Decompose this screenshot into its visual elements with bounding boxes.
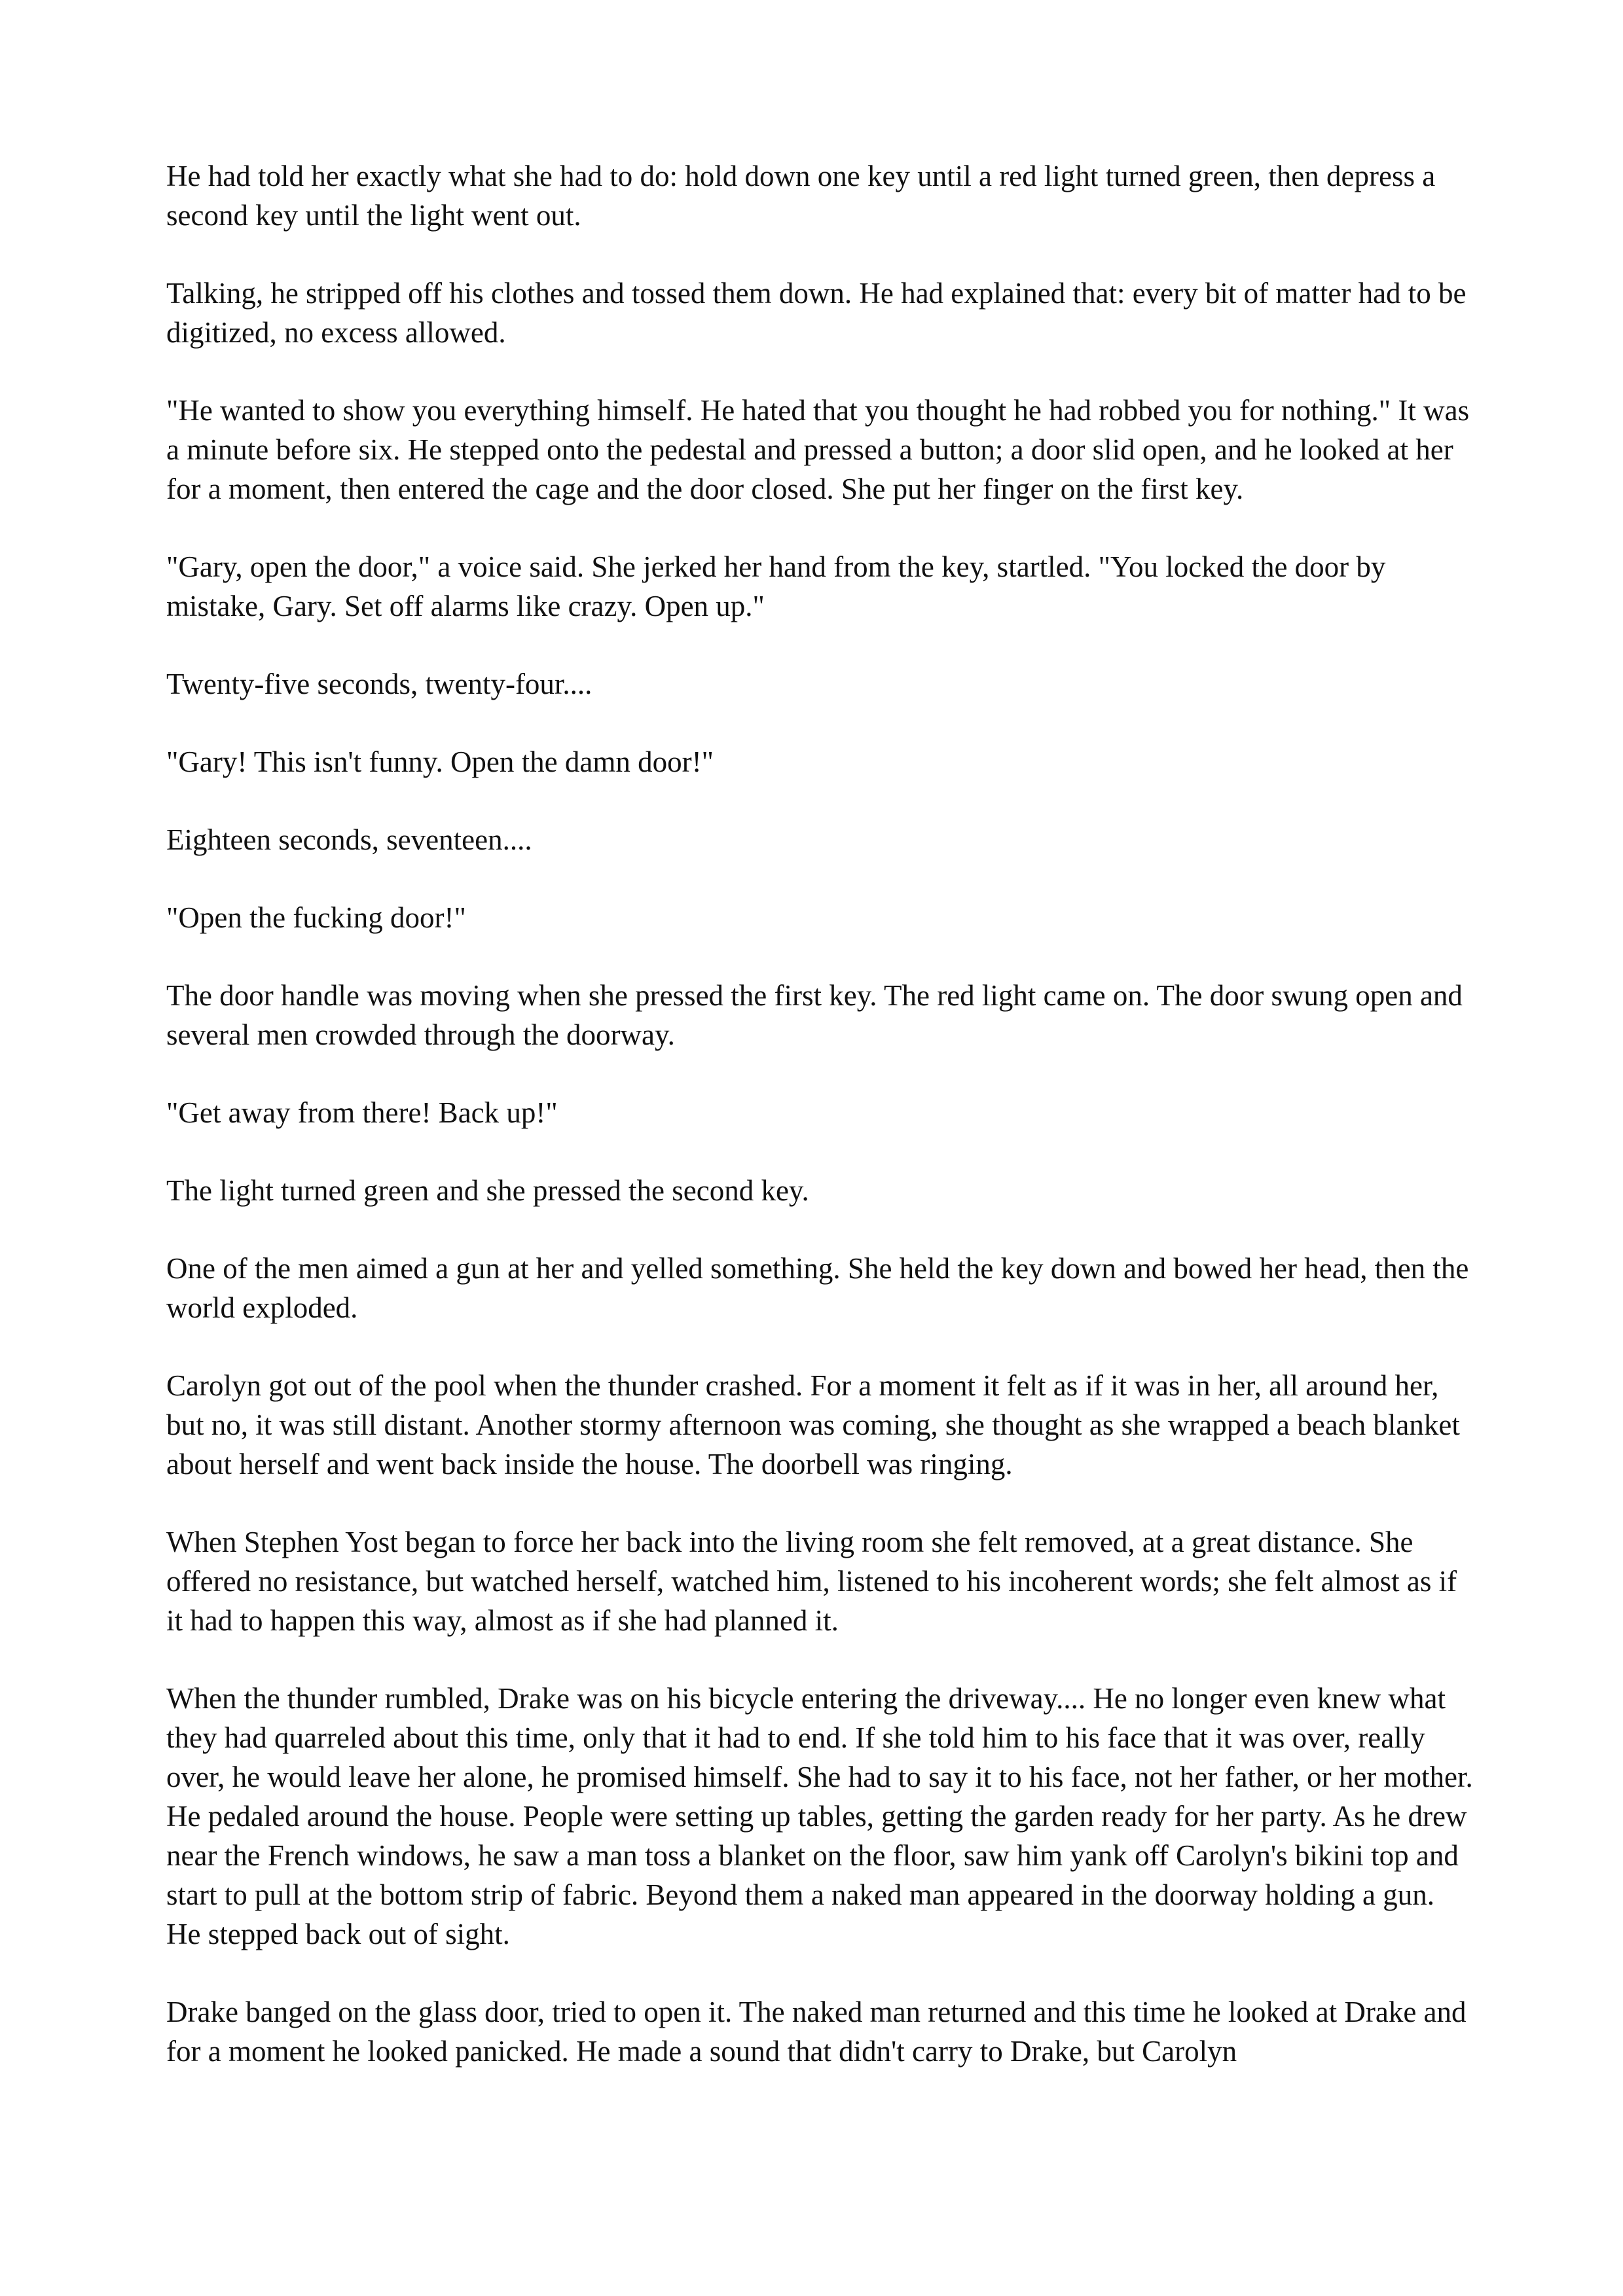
paragraph: "He wanted to show you everything himself. He hated that you thought he had robbed you for nothing." It was a minute before six. He stepped onto the pedestal and pressed a button; a door slid open, and he looked at her for a moment, then entered the cage and the door closed. She put her finger on the first key. <box>166 394 1470 505</box>
paragraph: "Gary, open the door," a voice said. She jerked her hand from the key, startled. "You locked the door by mistake, Gary. Set off alarms like crazy. Open up." <box>166 550 1386 622</box>
paragraph: "Get away from there! Back up!" <box>166 1096 558 1129</box>
document-page <box>166 156 1476 2109</box>
paragraph: One of the men aimed a gun at her and yelled something. She held the key down and bowed her head, then the world exploded. <box>166 1252 1469 1324</box>
paragraph: Eighteen seconds, seventeen.... <box>166 823 532 856</box>
paragraph: Talking, he stripped off his clothes and tossed them down. He had explained that: every bit of matter had to be digitized, no excess allowed. <box>166 277 1467 349</box>
paragraph: When Stephen Yost began to force her back into the living room she felt removed, at a great distance. She offered no resistance, but watched herself, watched him, listened to his incoherent words; she felt almost as if it had to happen this way, almost as if she had planned it. <box>166 1526 1457 1637</box>
paragraph: "Open the fucking door!" <box>166 901 466 934</box>
paragraph: Drake banged on the glass door, tried to open it. The naked man returned and this time he looked at Drake and for a moment he looked panicked. He made a sound that didn't carry to Drake, but Carolyn <box>166 1996 1467 2068</box>
paragraph: The light turned green and she pressed the second key. <box>166 1174 809 1207</box>
paragraph: When the thunder rumbled, Drake was on his bicycle entering the driveway.... He no longer even knew what they had quarreled about this time, only that it had to end. If she told him to his face that it was over, really over, he would leave her alone, he promised himself. She had to say it to his face, not her father, or her mother. He pedaled around the house. People were setting up tables, getting the garden ready for her party. As he drew near the French windows, he saw a man toss a blanket on the floor, saw him yank off Carolyn's bikini top and start to pull at the bottom strip of fabric. Beyond them a naked man appeared in the doorway holding a gun. He stepped back out of sight. <box>166 1682 1473 1950</box>
paragraph: "Gary! This isn't funny. Open the damn door!" <box>166 745 714 778</box>
paragraph: Twenty-five seconds, twenty-four.... <box>166 668 593 700</box>
paragraph: Carolyn got out of the pool when the thunder crashed. For a moment it felt as if it was in her, all around her, but no, it was still distant. Another stormy afternoon was coming, she thought as she wrapped a beach blanket about herself and went back inside the house. The doorbell was ringing. <box>166 1369 1460 1480</box>
paragraph: He had told her exactly what she had to do: hold down one key until a red light turned green, then depress a second key until the light went out. <box>166 160 1436 232</box>
paragraph: The door handle was moving when she pressed the first key. The red light came on. The door swung open and several men crowded through the doorway. <box>166 979 1463 1051</box>
